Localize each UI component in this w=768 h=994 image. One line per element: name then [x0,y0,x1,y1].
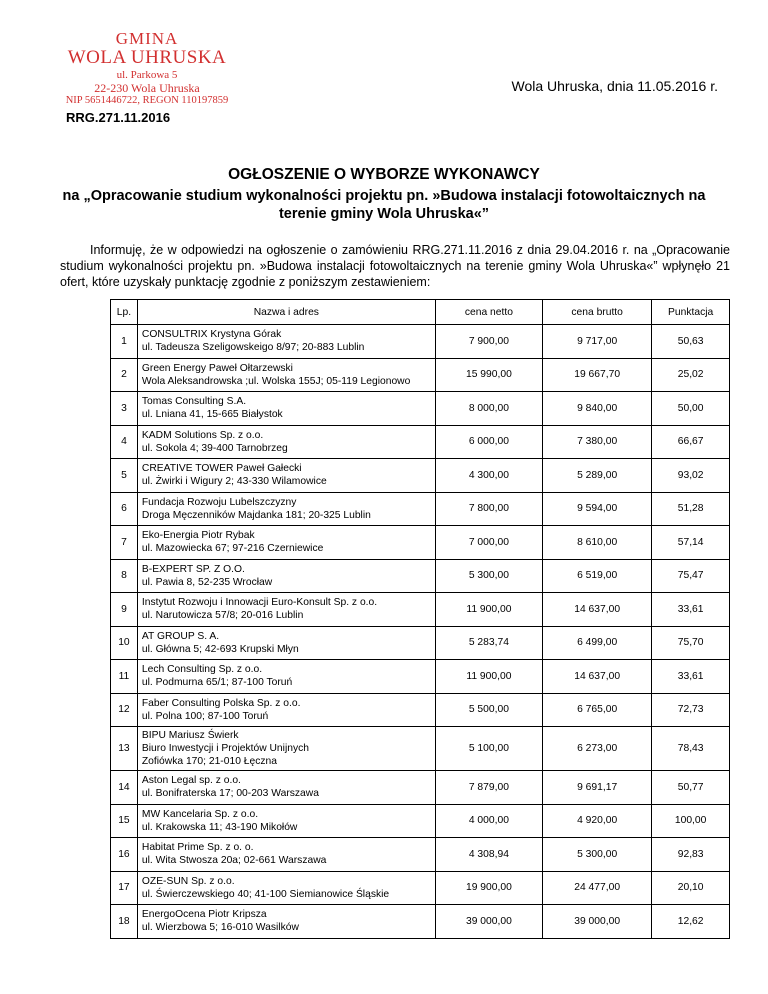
contractor-name: Eko-Energia Piotr Rybak [141,530,255,542]
net-price: 15 990,00 [435,358,542,392]
row-number: 2 [111,358,138,392]
contractor-name: Faber Consulting Polska Sp. z o.o. [141,697,301,709]
points-score: 72,73 [652,693,730,727]
contractor-name: MW Kancelaria Sp. z o.o. [141,808,259,820]
table-row [111,871,730,905]
row-number: 13 [111,727,138,771]
points-score: 66,67 [652,425,730,459]
points-score: 50,00 [652,392,730,426]
net-price: 7 800,00 [435,492,542,526]
contractor-name: Lech Consulting Sp. z o.o. [141,664,263,676]
gross-price: 39 000,00 [543,905,652,939]
contractor-address-line: ul. Wita Stwosza 20a; 02-661 Warszawa [141,855,327,867]
contractor-address-line: Biuro Inwestycji i Projektów Unijnych [141,743,309,754]
gross-price: 7 380,00 [543,425,652,459]
gross-price: 6 519,00 [543,559,652,593]
table-row [111,325,730,359]
contractor-name-address [137,905,435,939]
contractor-name-address [137,804,435,838]
table-row [111,459,730,493]
contractor-name-address [137,626,435,660]
points-score: 75,70 [652,626,730,660]
contractor-address-line: ul. Krakowska 11; 43-190 Mikołów [141,821,298,833]
table-row [111,358,730,392]
reference-number: RRG.271.11.2016 [66,110,171,125]
net-price: 19 900,00 [435,871,542,905]
net-price: 4 308,94 [435,838,542,872]
row-number: 10 [111,626,138,660]
date-line: Wola Uhruska, dnia 11.05.2016 r. [511,78,718,94]
gross-price: 9 691,17 [543,771,652,805]
points-score: 93,02 [652,459,730,493]
contractor-address-line: ul. Narutowicza 57/8; 20-016 Lublin [141,610,304,622]
row-number: 4 [111,425,138,459]
row-number: 3 [111,392,138,426]
table-row [111,727,730,771]
contractor-name-address [137,871,435,905]
row-number: 5 [111,459,138,493]
table-row [111,771,730,805]
contractor-name: KADM Solutions Sp. z o.o. [141,429,264,441]
net-price: 11 900,00 [435,593,542,627]
contractor-name-address [137,425,435,459]
contractor-name-address [137,693,435,727]
contractor-name: Green Energy Paweł Ołtarzewski [141,362,293,374]
contractor-name: Tomas Consulting S.A. [141,396,247,408]
points-score: 92,83 [652,838,730,872]
contractor-address-line: ul. Wierzbowa 5; 16-010 Wasilków [141,922,299,934]
contractor-name-address [137,325,435,359]
net-price: 8 000,00 [435,392,542,426]
gross-price: 9 717,00 [543,325,652,359]
contractor-name-address [137,771,435,805]
net-price: 5 283,74 [435,626,542,660]
contractor-name-address [137,559,435,593]
contractor-name: Aston Legal sp. z o.o. [141,775,241,787]
net-price: 4 000,00 [435,804,542,838]
contractor-name-address [137,727,435,771]
points-score: 75,47 [652,559,730,593]
contractor-address-line: Zofiówka 170; 21-010 Łęczna [141,756,277,767]
gross-price: 6 273,00 [543,727,652,771]
contractor-address-line: ul. Pawia 8, 52-235 Wrocław [141,576,273,588]
header-net-price: cena netto [435,300,542,325]
net-price: 6 000,00 [435,425,542,459]
points-score: 12,62 [652,905,730,939]
gross-price: 24 477,00 [543,871,652,905]
points-score: 33,61 [652,660,730,694]
contractor-address-line: ul. Bonifraterska 17; 00-203 Warszawa [141,788,319,800]
table-row [111,693,730,727]
stamp-line: ul. Parkowa 5 [116,69,178,81]
contractor-address-line: ul. Mazowiecka 67; 97-216 Czerniewice [141,543,324,555]
row-number: 15 [111,804,138,838]
contractor-name-address [137,593,435,627]
points-score: 100,00 [652,804,730,838]
header-lp: Lp. [111,300,138,325]
table-row [111,593,730,627]
contractor-address-line: ul. Świerczewskiego 40; 41-100 Siemianowice Śląskie [141,888,390,900]
contractor-name-address [137,392,435,426]
contractor-address-line: ul. Polna 100; 87-100 Toruń [141,710,269,722]
points-score: 78,43 [652,727,730,771]
contractor-name: OZE-SUN Sp. z o.o. [141,875,235,887]
row-number: 9 [111,593,138,627]
table-row [111,804,730,838]
stamp-line: WOLA UHRUSKA [67,47,227,68]
table-row [111,838,730,872]
table-row [111,425,730,459]
gross-price: 5 289,00 [543,459,652,493]
contractor-address-line: ul. Tadeusza Szeligowskeigo 8/97; 20-883 Lublin [141,342,365,354]
contractor-address-line: Wola Aleksandrowska ;ul. Wolska 155J; 05-119 Legionowo [141,375,411,387]
stamp-line: GMINA [115,29,179,48]
table-row [111,526,730,560]
table-row [111,492,730,526]
gross-price: 9 594,00 [543,492,652,526]
gross-price: 14 637,00 [543,660,652,694]
contractor-name: AT GROUP S. A. [141,630,220,642]
points-score: 25,02 [652,358,730,392]
stamp-line: NIP 5651446722, REGON 110197859 [65,95,229,106]
row-number: 11 [111,660,138,694]
row-number: 14 [111,771,138,805]
gross-price: 6 765,00 [543,693,652,727]
points-score: 50,77 [652,771,730,805]
net-price: 11 900,00 [435,660,542,694]
contractor-name-address [137,358,435,392]
net-price: 39 000,00 [435,905,542,939]
contractor-address-line: ul. Podmurna 65/1; 87-100 Toruń [141,677,293,689]
net-price: 5 500,00 [435,693,542,727]
gross-price: 9 840,00 [543,392,652,426]
points-score: 50,63 [652,325,730,359]
net-price: 7 879,00 [435,771,542,805]
row-number: 18 [111,905,138,939]
contractor-name: CONSULTRIX Krystyna Górak [141,329,282,341]
gross-price: 8 610,00 [543,526,652,560]
contractor-name: BIPU Mariusz Świerk [141,730,239,741]
contractor-name-address [137,492,435,526]
gross-price: 14 637,00 [543,593,652,627]
contractor-name: B-EXPERT SP. Z O.O. [141,563,245,575]
row-number: 12 [111,693,138,727]
contractor-address-line: ul. Sokola 4; 39-400 Tarnobrzeg [141,442,288,454]
row-number: 17 [111,871,138,905]
contractor-name: CREATIVE TOWER Paweł Gałecki [141,463,302,475]
gross-price: 6 499,00 [543,626,652,660]
table-row [111,559,730,593]
table-row [111,660,730,694]
contractor-address-line: ul. Żwirki i Wigury 2; 43-330 Wilamowice [141,476,327,488]
gross-price: 19 667,70 [543,358,652,392]
net-price: 5 100,00 [435,727,542,771]
net-price: 7 900,00 [435,325,542,359]
net-price: 4 300,00 [435,459,542,493]
net-price: 5 300,00 [435,559,542,593]
table-body [111,325,730,939]
net-price: 7 000,00 [435,526,542,560]
gross-price: 4 920,00 [543,804,652,838]
contractor-name-address [137,660,435,694]
points-score: 20,10 [652,871,730,905]
row-number: 8 [111,559,138,593]
table-row [111,392,730,426]
points-score: 33,61 [652,593,730,627]
row-number: 7 [111,526,138,560]
office-stamp [52,30,242,107]
intro-paragraph: Informuję, że w odpowiedzi na ogłoszenie o zamówieniu RRG.271.11.2016 z dnia 29.04.2016 r. na „Opracowanie studium wykonalności projektu pn. »Budowa instalacji fotowoltaicznych na terenie gminy Wola Uhruska«” wpłynęło 21 ofert, które uzyskały punktację zgodnie z poniższym zestawieniem: [60,243,730,289]
header-points: Punktacja [652,300,730,325]
contractor-name: Fundacja Rozwoju Lubelszczyzny [141,496,297,508]
contractor-address-line: ul. Lniana 41, 15-665 Białystok [141,409,283,421]
contractor-name-address [137,838,435,872]
row-number: 1 [111,325,138,359]
contractor-name-address [137,526,435,560]
stamp-line: 22-230 Wola Uhruska [94,81,200,95]
table-row [111,626,730,660]
row-number: 16 [111,838,138,872]
document-title: OGŁOSZENIE O WYBORZE WYKONAWCY [228,166,540,183]
points-score: 51,28 [652,492,730,526]
contractor-name-address [137,459,435,493]
header-gross-price: cena brutto [543,300,652,325]
table-header-row [111,300,730,325]
contractor-name: EnergoOcena Piotr Kripsza [141,909,267,921]
contractor-address-line: ul. Główna 5; 42-693 Krupski Młyn [141,643,299,655]
contractor-name: Habitat Prime Sp. z o. o. [141,842,254,854]
contractor-address-line: Droga Męczenników Majdanka 181; 20-325 Lublin [141,509,371,521]
contractor-name: Instytut Rozwoju i Innowacji Euro-Konsult Sp. z o.o. [141,597,378,609]
document-subtitle: na „Opracowanie studium wykonalności projektu pn. »Budowa instalacji fotowoltaicznych na terenie gminy Wola Uhruska«” [62,188,706,222]
header-name: Nazwa i adres [137,300,435,325]
row-number: 6 [111,492,138,526]
offers-table [110,299,730,939]
points-score: 57,14 [652,526,730,560]
table-row [111,905,730,939]
gross-price: 5 300,00 [543,838,652,872]
